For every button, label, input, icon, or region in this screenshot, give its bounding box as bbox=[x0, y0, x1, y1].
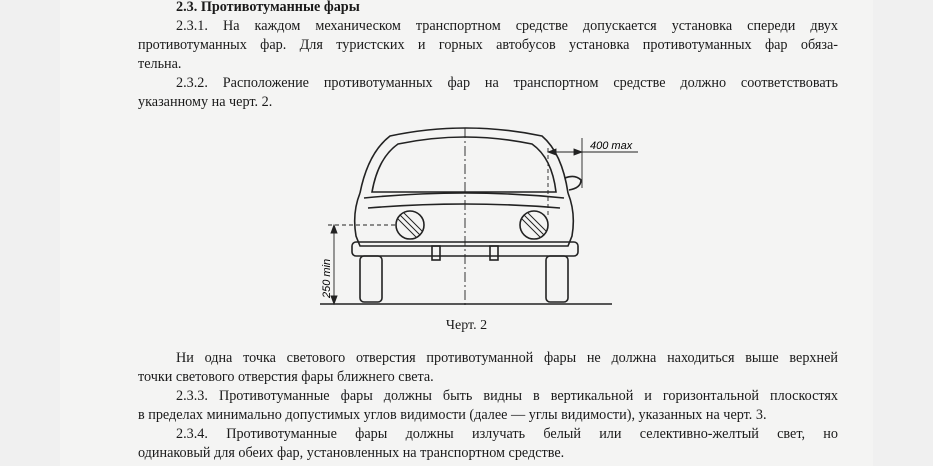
para-2-3-3-line-1: 2.3.3. Противотуманные фары должны быть видны в вертикальной и горизонтальной плоскостях bbox=[176, 388, 838, 404]
para-2-3-1-line-1: 2.3.1. На каждом механическом транспортном средстве допускается установка спереди двух bbox=[176, 18, 838, 34]
para-2-3-1-line-3: тельна. bbox=[138, 56, 182, 72]
para-2-3-1-line-2: противотуманных фар. Для туристских и горных автобусов установка противотуманных фар обяза- bbox=[138, 37, 838, 53]
car-front-drawing bbox=[320, 118, 640, 313]
para-note-line-1: Ни одна точка светового отверстия противотуманной фары не должна находиться выше верхней bbox=[176, 350, 838, 366]
para-note-line-2: точки светового отверстия фары ближнего света. bbox=[138, 369, 434, 385]
left-margin bbox=[0, 0, 60, 466]
para-2-3-4-line-1: 2.3.4. Противотуманные фары должны излучать белый или селективно-желтый свет, но bbox=[176, 426, 838, 442]
para-2-3-2-line-2: указанному на черт. 2. bbox=[138, 94, 273, 110]
para-2-3-2-line-1: 2.3.2. Расположение противотуманных фар на транспортном средстве должно соответствовать bbox=[176, 75, 838, 91]
dim-width-label: 400 max bbox=[590, 140, 633, 152]
dim-height-label: 250 min bbox=[321, 258, 333, 298]
para-2-3-3-line-2: в пределах минимально допустимых углов видимости (далее — углы видимости), указанных на черт. 3. bbox=[138, 407, 767, 423]
section-heading: 2.3. Противотуманные фары bbox=[176, 0, 360, 15]
para-2-3-4-line-2: одинаковый для обеих фар, установленных на транспортном средстве. bbox=[138, 445, 565, 461]
figure-caption: Черт. 2 bbox=[445, 318, 488, 333]
right-margin bbox=[873, 0, 933, 466]
